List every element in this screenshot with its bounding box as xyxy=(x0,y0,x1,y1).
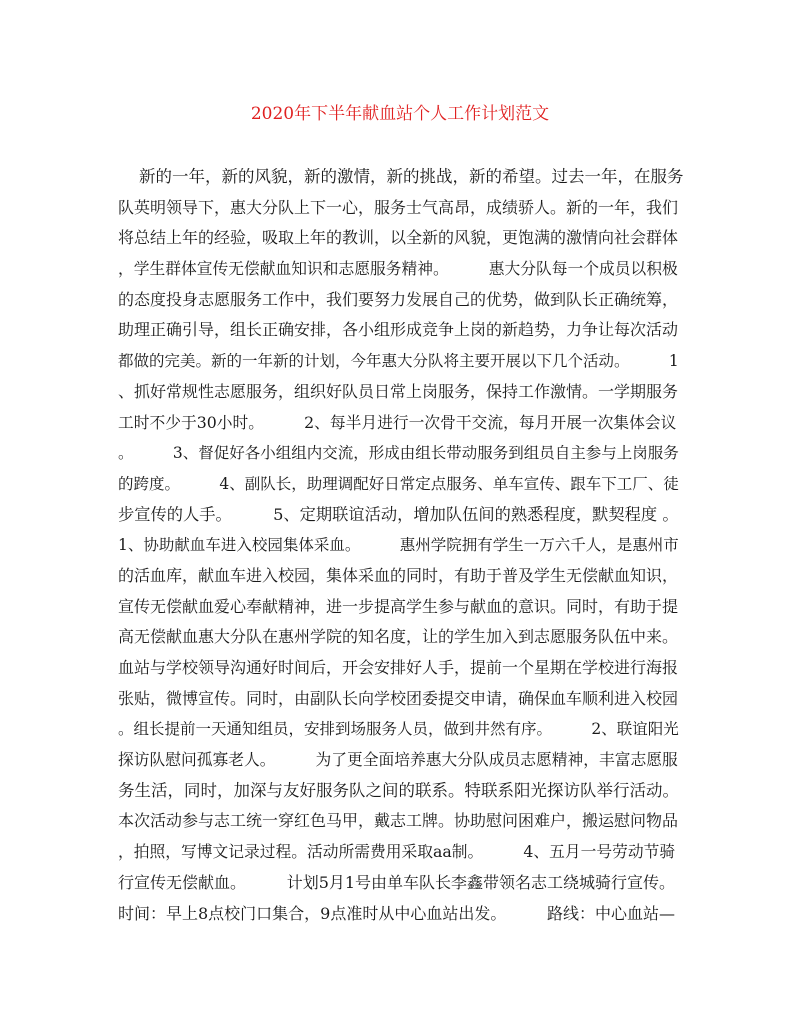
body-line: 。 3、督促好各小组组内交流，形成由组长带动服务到组员自主参与上岗服务 xyxy=(118,444,679,463)
body-line: 。组长提前一天通知组员，安排到场服务人员，做到井然有序。 2、联谊阳光 xyxy=(118,720,679,739)
body-line: 的态度投身志愿服务工作中，我们要努力发展自己的优势，做到队长正确统筹， xyxy=(118,289,679,309)
body-line: ，学生群体宣传无偿献血知识和志愿服务精神。 惠大分队每一个成员以积极 xyxy=(118,259,678,279)
body-line: 工时不少于30小时。 2、每半月进行一次骨干交流，每月开展一次集体会议 xyxy=(118,412,677,432)
body-line: 助理正确引导，组长正确安排，各小组形成竞争上岗的新趋势，力争让每次活动 xyxy=(118,320,679,340)
body-line: 张贴，微博宣传。同时，由副队长向学校团委提交申请，确保血车顺利进入校园 xyxy=(118,688,679,708)
body-line: 血站与学校领导沟通好时间后，开会安排好人手，提前一个星期在学校进行海报 xyxy=(118,658,679,677)
body-line: ，拍照，写博文记录过程。活动所需费用采取aa制。 4、五月一号劳动节骑 xyxy=(118,842,676,862)
body-line: 高无偿献血惠大分队在惠州学院的知名度，让的学生加入到志愿服务队伍中来。 xyxy=(118,627,679,647)
body-line: 的活血库，献血车进入校园，集体采血的同时，有助于普及学生无偿献血知识， xyxy=(118,565,679,585)
body-line: 宣传无偿献血爱心奉献精神，进一步提高学生参与献血的意识。同时，有助于提 xyxy=(118,596,679,616)
document-title: 2020年下半年献血站个人工作计划范文 xyxy=(250,104,550,124)
document-body xyxy=(118,162,683,929)
body-line: 步宣传的人手。 5、定期联谊活动，增加队伍间的熟悉程度，默契程度 。 xyxy=(118,504,679,524)
body-line: 行宣传无偿献血。 计划5月1号由单车队长李鑫带领名志工绕城骑行宣传。 xyxy=(118,872,676,892)
body-line: 务生活，同时，加深与友好服务队之间的联系。特联系阳光探访队举行活动。 xyxy=(118,780,679,800)
body-line: 的跨度。 4、副队长，助理调配好日常定点服务、单车宣传、跟车下工厂、徒 xyxy=(118,474,679,493)
body-line: 1、协助献血车进入校园集体采血。 惠州学院拥有学生一万六千人，是惠州市 xyxy=(118,536,679,555)
body-line: 探访队慰问孤寡老人。 为了更全面培养惠大分队成员志愿精神，丰富志愿服 xyxy=(118,750,678,770)
body-line: 、抓好常规性志愿服务，组织好队员日常上岗服务，保持工作激情。一学期服务 xyxy=(118,381,679,401)
body-line: 将总结上年的经验，吸取上年的教训，以全新的风貌，更饱满的激情向社会群体 xyxy=(118,228,679,248)
body-line: 本次活动参与志工统一穿红色马甲，戴志工牌。协助慰问困难户，搬运慰问物品 xyxy=(118,811,679,831)
body-line: 新的一年，新的风貌，新的激情，新的挑战，新的希望。过去一年，在服务 xyxy=(118,167,683,186)
body-line: 队英明领导下，惠大分队上下一心，服务士气高昂，成绩骄人。新的一年，我们 xyxy=(118,197,679,217)
body-line: 时间：早上8点校门口集合，9点准时从中心血站出发。 路线：中心血站— xyxy=(118,903,676,923)
body-line: 都做的完美。新的一年新的计划，今年惠大分队将主要开展以下几个活动。 1 xyxy=(118,352,679,371)
